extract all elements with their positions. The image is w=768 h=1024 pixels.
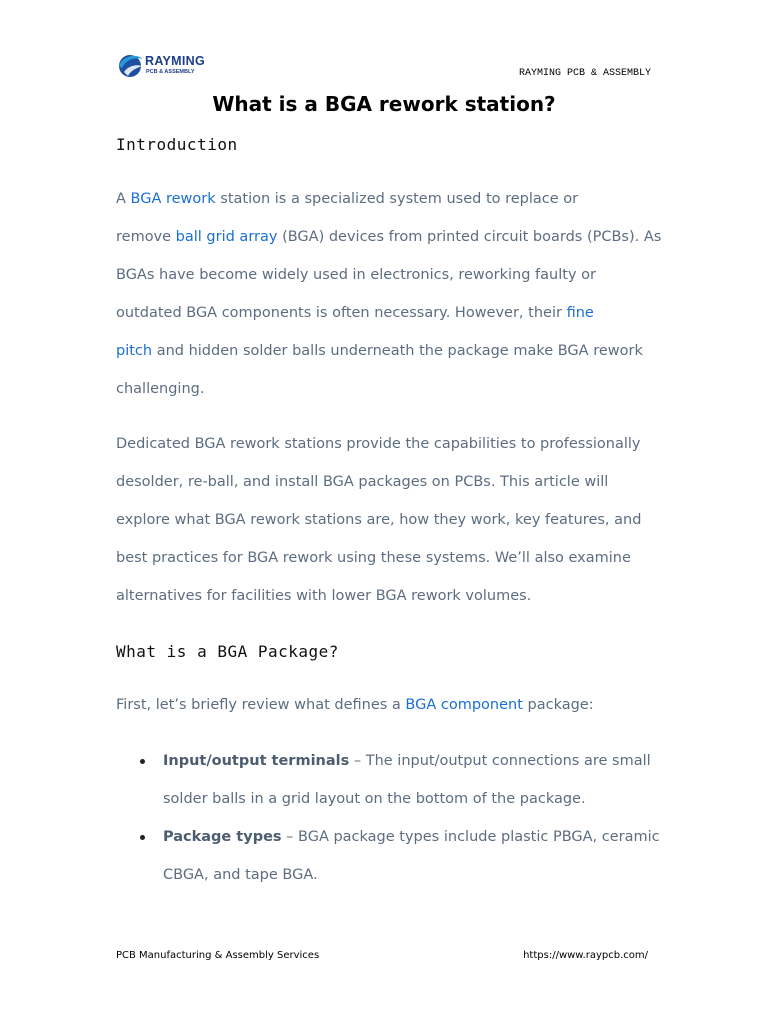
text-line: remove ball grid array (BGA) devices from printed circuit boards (PCBs). As (116, 229, 662, 245)
bga-features-list (116, 742, 660, 894)
list-item (116, 742, 656, 818)
text-line: Dedicated BGA rework stations provide the capabilities to professionally (116, 436, 641, 452)
text-line: desolder, re-ball, and install BGA packages on PCBs. This article will (116, 474, 609, 490)
list-item-term: Input/output terminals (163, 753, 350, 769)
header-company-name: RAYMING PCB & ASSEMBLY (518, 68, 651, 79)
footer-services-text: PCB Manufacturing & Assembly Services (116, 950, 320, 961)
list-item (116, 818, 660, 894)
text-line: alternatives for facilities with lower BGA rework volumes. (116, 588, 532, 604)
bga-package-intro (116, 686, 656, 724)
introduction-heading: Introduction (116, 135, 238, 154)
footer-website-link[interactable]: https://www.raypcb.com/ (523, 950, 648, 961)
fine-pitch-link-part1[interactable]: fine (566, 305, 594, 321)
text-line: Package types – BGA package types include plastic PBGA, ceramic (163, 829, 660, 845)
fine-pitch-link-part2[interactable]: pitch (116, 343, 153, 359)
list-item-term: Package types (163, 829, 282, 845)
logo-subtitle: PCB & ASSEMBLY (146, 69, 195, 75)
intro-paragraph-2 (116, 425, 656, 615)
text-line: First, let’s briefly review what defines a BGA component package: (116, 697, 594, 713)
text-line: challenging. (116, 381, 205, 397)
bga-component-link[interactable]: BGA component (405, 697, 523, 713)
bga-rework-link[interactable]: BGA rework (130, 191, 216, 207)
text-line: best practices for BGA rework using these systems. We’ll also examine (116, 550, 631, 566)
text-line: solder balls in a grid layout on the bottom of the package. (163, 791, 586, 807)
logo-name: RAYMING (145, 54, 205, 68)
intro-paragraph-1 (116, 180, 662, 408)
text-line: outdated BGA components is often necessary. However, their fine (116, 305, 594, 321)
text-line: BGAs have become widely used in electronics, reworking faulty or (116, 267, 596, 283)
ball-grid-array-link[interactable]: ball grid array (175, 229, 278, 245)
bullet-icon (140, 759, 145, 764)
text-line: explore what BGA rework stations are, how they work, key features, and (116, 512, 642, 528)
bullet-icon (140, 835, 145, 840)
page-title: What is a BGA rework station? (212, 92, 556, 116)
text-line: A BGA rework station is a specialized system used to replace or (116, 191, 579, 207)
text-line: pitch and hidden solder balls underneath the package make BGA rework (116, 343, 643, 359)
text-line: CBGA, and tape BGA. (163, 867, 318, 883)
text-line: Input/output terminals – The input/output connections are small (163, 753, 651, 769)
bga-package-heading: What is a BGA Package? (116, 642, 339, 661)
logo-swirl-icon (116, 50, 146, 80)
rayming-logo (116, 50, 226, 82)
